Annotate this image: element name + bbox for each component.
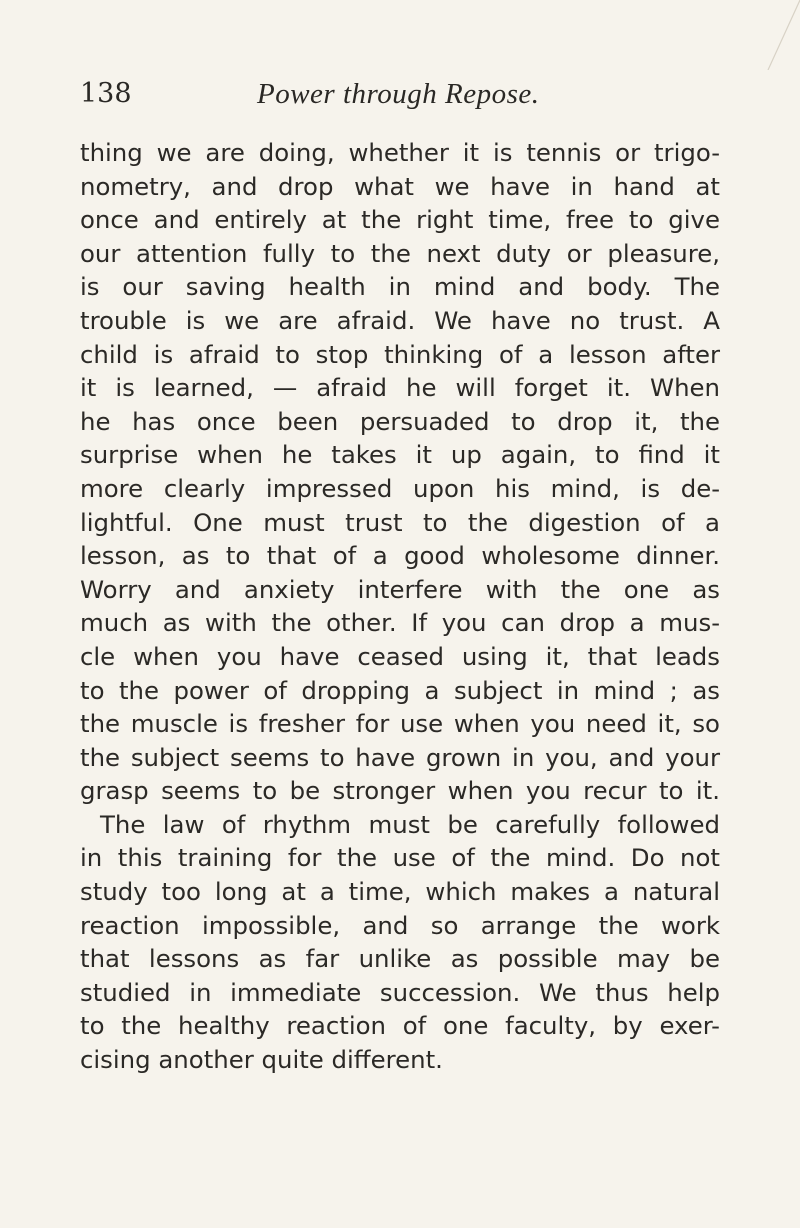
text-line: it is learned, — afraid he will forget it. When (80, 373, 720, 403)
page-corner-crease (740, 0, 800, 70)
text-line: he has once been persuaded to drop it, the (80, 406, 720, 436)
text-line: Worry and anxiety interfere with the one as (80, 574, 720, 604)
text-line: studied in immediate succession. We thus help (80, 977, 720, 1007)
text-line: lesson, as to that of a good wholesome dinner. (80, 541, 720, 571)
text-line: once and entirely at the right time, free to give (80, 205, 720, 235)
text-line: the muscle is fresher for use when you need it, so (80, 709, 720, 739)
text-line: the subject seems to have grown in you, and your (80, 742, 720, 772)
page-number: 138 (80, 78, 132, 109)
text-line: study too long at a time, which makes a natural (80, 877, 720, 907)
paragraph-first-line: The law of rhythm must be carefully followed (100, 809, 720, 839)
text-line: reaction impossible, and so arrange the work (80, 910, 720, 940)
text-line: to the healthy reaction of one faculty, by exer- (80, 1011, 720, 1041)
text-line: child is afraid to stop thinking of a lesson after (80, 339, 720, 369)
text-line: thing we are doing, whether it is tennis or trigo- (80, 138, 720, 167)
text-line: cle when you have ceased using it, that leads (80, 641, 720, 671)
text-line: much as with the other. If you can drop a mus- (80, 608, 720, 638)
text-line: trouble is we are afraid. We have no trust. A (80, 305, 720, 335)
page-header (80, 78, 720, 118)
text-line: lightful. One must trust to the digestion of a (80, 507, 720, 537)
text-line: surprise when he takes it up again, to find it (80, 440, 720, 470)
text-line: to the power of dropping a subject in mind ; as (80, 675, 720, 705)
text-line: our attention fully to the next duty or pleasure, (80, 238, 720, 268)
text-line: grasp seems to be stronger when you recur to it. (80, 776, 720, 806)
body-text (80, 136, 720, 1077)
running-title: Power through Repose. (257, 78, 540, 110)
text-line: more clearly impressed upon his mind, is de- (80, 473, 720, 503)
paragraph-last-line: cising another quite different. (80, 1045, 443, 1075)
text-line: that lessons as far unlike as possible may be (80, 944, 720, 974)
text-line: is our saving health in mind and body. The (80, 272, 720, 302)
text-line: nometry, and drop what we have in hand at (80, 171, 720, 201)
text-line: in this training for the use of the mind. Do not (80, 843, 720, 873)
